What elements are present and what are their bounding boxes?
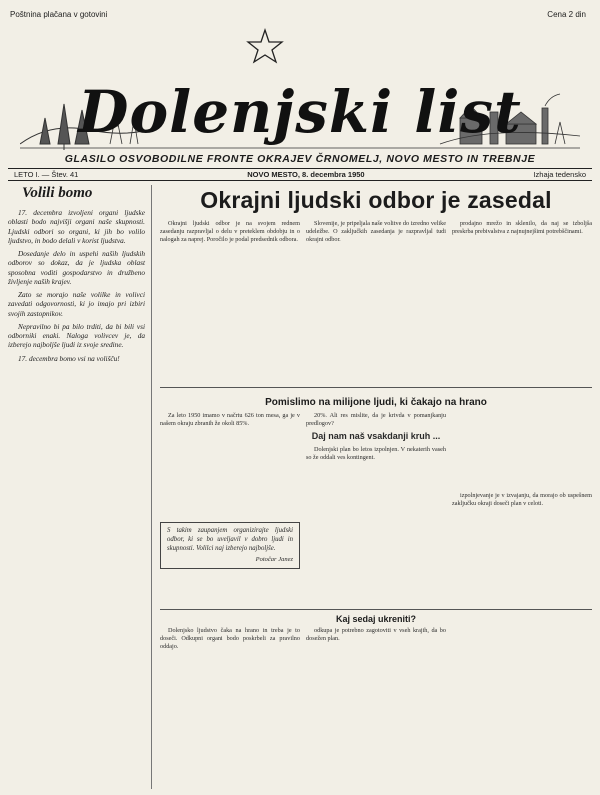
frequency: Izhaja tedensko [533,170,586,179]
editorial-paragraph: Dosedanje delo in uspehi naših ljudskih odborov so dokaz, da je ljudska oblast sposobna voditi gospodarstvo in družbeno življenje naših krajev. [8,249,145,286]
editorial-title: Volili bomo [22,185,93,201]
editorial-body [8,208,145,363]
editorial-paragraph: 17. decembra bomo vsi na volišču! [18,353,120,363]
masthead [20,26,580,146]
article-2-headline: Pomislimo na milijone ljudi, ki čakajo na hrano [265,396,487,408]
editorial-paragraph: Nepravilno bi pa bilo trditi, da bi bili vsi odborniki enaki. Naloga volivcev je, da izberejo najboljše ljudi iz svoje sredine. [8,321,145,350]
article-text: izpolnjevanje je v izvajanju, da morajo ob uspešnem zaključku okraji doseči plan v celoti. [452,491,592,507]
postage-note: Poštnina plačana v gotovini [10,10,108,19]
main-article-body [160,220,592,247]
article-text: odkupa je potrebno zagotoviti v vseh krajih, da bo dosežen plan. [306,627,446,643]
signature: Potočar Janez [255,555,293,563]
issue-info-bar [8,168,592,181]
main-col-2 [306,220,446,247]
editorial-paragraph: Zato se morajo naše volilke in volivci zavedati odgovornosti, ki jo imajo pri izbiri svojih zastopnikov. [8,290,145,318]
star-icon [248,30,282,62]
masthead-subtitle: GLASILO OSVOBODILNE FRONTE OKRAJEV ČRNOMELJ, NOVO MESTO IN TREBNJE [64,153,536,165]
place-date: NOVO MESTO, 8. decembra 1950 [247,170,365,179]
article-text: Dolenjski plan bo letos izpolnjen. V nekaterih vaseh so že oddali ves kontingent. [306,445,446,461]
article-4-headline: Kaj sedaj ukreniti? [335,614,417,625]
article-text: prodajno mrežo in sklenilo, da naj se izboljša preskrba prebivalstva z najnujnejšimi potrebščinami. [452,220,592,235]
article-text: Okrajni ljudski odbor je na svojem rednem zasedanju razpravljal o delu v preteklem obdobju in o nalogah za naprej. Poročilo je podal predsednik odbora. [160,220,300,243]
article-text: Slovenije, je pripeljala naše volitve do izredno velike udeležbe. O zaključkih zasedanja je razpravljal tudi okrajni odbor. [306,220,446,243]
issue-number: LETO I. — Štev. 41 [14,170,79,179]
article-3-headline: Daj nam naš vsakdanji kruh ... [311,431,441,442]
editorial-column [8,185,152,789]
article-text: 20%. Ali res mislite, da je krivda v pomanjkanju predlogov? [306,411,446,427]
article-text: Dolenjsko ljudstvo čaka na hrano in treba je to doseči. Odkupni organi bodo poskrbeli za pravilno oddajo. [160,627,300,651]
price-note: Cena 2 din [547,10,586,19]
main-col-1 [160,220,300,247]
main-col-3 [452,220,592,247]
newspaper-title: Dolenjski list [78,78,522,146]
boxed-note [160,522,300,569]
article-4-body [160,627,592,654]
article-text: Za leto 1950 imamo v načrtu 626 ton mesa, ga je v našem okraju zbranih že okoli 85%. [160,411,300,427]
boxed-note-text: S takim zaupanjem organizirajte ljudski odbor, ki se bo uveljavil v dobro ljudi in skupnosti. Volilci naj izberejo najboljše. [167,527,293,553]
main-content [160,185,592,789]
main-headline: Okrajni ljudski odbor je zasedal [200,187,552,213]
editorial-paragraph: 17. decembra izvoljeni organi ljudske oblasti bodo najvišji organi naše skupnosti. Ljudski odbori so organi, ki jih bo volilo ljudstvo, in bodo delali v korist ljudstva. [8,208,145,245]
article-2-body [160,412,592,570]
